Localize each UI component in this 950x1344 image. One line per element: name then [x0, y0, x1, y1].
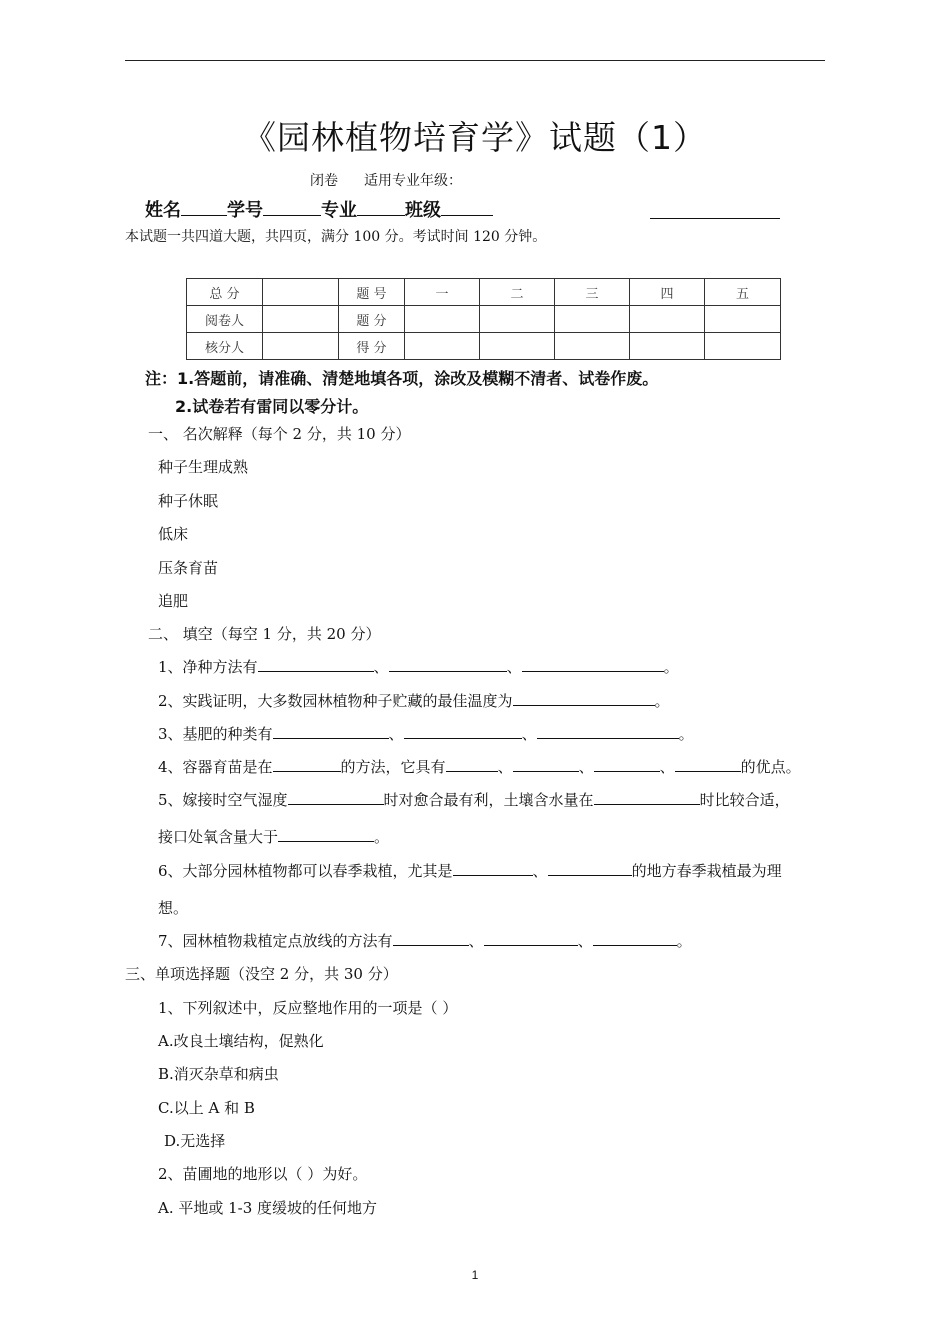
- separator: 。: [374, 828, 390, 846]
- question-text: 时对愈合最有利，土壤含水量在: [383, 791, 594, 809]
- major-blank[interactable]: [357, 199, 405, 216]
- separator: 。: [678, 725, 694, 743]
- cell-empty[interactable]: [405, 333, 480, 360]
- answer-blank[interactable]: [278, 827, 374, 842]
- cell-q5: 五: [705, 279, 781, 306]
- answer-blank[interactable]: [404, 724, 522, 739]
- cell-grader-label: 阅卷人: [187, 306, 263, 333]
- separator: 、: [468, 932, 484, 950]
- note-2: 2.试卷若有雷同以零分计。: [175, 397, 369, 416]
- term-item: 追肥: [158, 592, 189, 610]
- cell-obtained-score-label: 得 分: [339, 333, 405, 360]
- answer-blank[interactable]: [484, 931, 578, 946]
- question-text: 的优点。: [740, 758, 801, 776]
- header-rule: [125, 60, 825, 61]
- cell-q4: 四: [630, 279, 705, 306]
- separator: 、: [506, 658, 522, 676]
- cell-q1: 一: [405, 279, 480, 306]
- answer-blank[interactable]: [594, 757, 660, 772]
- cell-empty[interactable]: [480, 333, 555, 360]
- cell-q2: 二: [480, 279, 555, 306]
- cell-checker-label: 核分人: [187, 333, 263, 360]
- separator: 、: [521, 725, 537, 743]
- cell-empty[interactable]: [555, 306, 630, 333]
- question-text: 的地方春季栽植最为理: [631, 862, 782, 880]
- cell-question-no-label: 题 号: [339, 279, 405, 306]
- answer-blank[interactable]: [594, 790, 700, 805]
- term-item: 种子生理成熟: [158, 458, 249, 476]
- question-text: 3、基肥的种类有: [158, 725, 273, 743]
- choice-option[interactable]: A. 平地或 1-3 度缓坡的任何地方: [158, 1199, 378, 1217]
- closed-book-label: 闭卷: [310, 173, 338, 189]
- class-blank[interactable]: [441, 199, 493, 216]
- fill-question-5: [158, 789, 790, 810]
- answer-blank[interactable]: [548, 861, 632, 876]
- fill-question-3: [158, 723, 694, 744]
- question-text: 7、园林植物栽植定点放线的方法有: [158, 932, 393, 950]
- cell-total-value[interactable]: [263, 279, 339, 306]
- answer-blank[interactable]: [273, 757, 341, 772]
- separator: 、: [578, 758, 594, 776]
- answer-blank[interactable]: [288, 790, 384, 805]
- choice-option[interactable]: A.改良土壤结构，促熟化: [158, 1032, 324, 1050]
- separator: 、: [373, 658, 389, 676]
- class-label: 班级: [405, 200, 441, 221]
- separator: 。: [676, 932, 692, 950]
- answer-blank[interactable]: [537, 724, 679, 739]
- answer-blank[interactable]: [593, 931, 677, 946]
- fill-question-6: [158, 860, 782, 881]
- cell-empty[interactable]: [555, 333, 630, 360]
- question-text: 接口处氧含量大于: [158, 828, 279, 846]
- separator: 。: [663, 658, 679, 676]
- cell-empty[interactable]: [630, 333, 705, 360]
- question-text: 2、实践证明，大多数园林植物种子贮藏的最佳温度为: [158, 692, 513, 710]
- cell-empty[interactable]: [705, 306, 781, 333]
- answer-blank[interactable]: [446, 757, 498, 772]
- question-text: 4、容器育苗是在: [158, 758, 273, 776]
- major-grade-label: 适用专业年级：: [364, 173, 462, 189]
- student-id-label: 学号: [227, 200, 263, 221]
- separator: 、: [659, 758, 675, 776]
- choice-option[interactable]: B.消灭杂草和病虫: [158, 1065, 279, 1083]
- fill-question-2: [158, 690, 670, 711]
- cell-empty[interactable]: [405, 306, 480, 333]
- choice-option[interactable]: C.以上 A 和 B: [158, 1099, 255, 1117]
- choice-question-1: 1、下列叙述中，反应整地作用的一项是（ ）: [158, 999, 458, 1017]
- cell-question-score-label: 题 分: [339, 306, 405, 333]
- fill-question-5-cont: [158, 826, 389, 847]
- page-number: 1: [471, 1268, 479, 1282]
- term-item: 低床: [158, 525, 189, 543]
- exam-title: 《园林植物培育学》试题（1）: [243, 118, 707, 157]
- question-text: 1、净种方法有: [158, 658, 258, 676]
- answer-blank[interactable]: [258, 657, 374, 672]
- cell-grader-value[interactable]: [263, 306, 339, 333]
- question-text: 5、嫁接时空气湿度: [158, 791, 288, 809]
- cell-empty[interactable]: [480, 306, 555, 333]
- separator: 、: [388, 725, 404, 743]
- section2-heading: 二、 填空（每空 1 分，共 20 分）: [148, 625, 381, 643]
- term-item: 压条育苗: [158, 559, 219, 577]
- fill-question-4: [158, 756, 801, 777]
- score-row-3: [187, 333, 781, 360]
- answer-blank[interactable]: [389, 657, 507, 672]
- name-blank[interactable]: [181, 199, 227, 216]
- section1-heading: 一、 名次解释（每个 2 分，共 10 分）: [148, 425, 411, 443]
- major-label: 专业: [321, 200, 357, 221]
- student-info-line: [145, 196, 493, 222]
- cell-empty[interactable]: [705, 333, 781, 360]
- score-row-2: [187, 306, 781, 333]
- question-text: 时比较合适，: [699, 791, 790, 809]
- fill-question-7: [158, 930, 692, 951]
- answer-blank[interactable]: [522, 657, 664, 672]
- choice-option[interactable]: D.无选择: [164, 1132, 226, 1150]
- cell-q3: 三: [555, 279, 630, 306]
- separator: 、: [497, 758, 513, 776]
- fill-question-6-cont: 想。: [158, 899, 189, 917]
- extra-blank: [650, 218, 780, 219]
- answer-blank[interactable]: [513, 757, 579, 772]
- fill-question-1: [158, 656, 679, 677]
- score-table: [186, 278, 781, 360]
- name-label: 姓名: [145, 200, 181, 221]
- answer-blank[interactable]: [453, 861, 533, 876]
- answer-blank[interactable]: [273, 724, 389, 739]
- question-text: 的方法，它具有: [340, 758, 446, 776]
- score-row-1: [187, 279, 781, 306]
- question-text: 6、大部分园林植物都可以春季栽植，尤其是: [158, 862, 453, 880]
- cell-checker-value[interactable]: [263, 333, 339, 360]
- exam-intro: 本试题一共四道大题，共四页，满分 100 分。考试时间 120 分钟。: [125, 229, 547, 245]
- cell-total-label: 总 分: [187, 279, 263, 306]
- answer-blank[interactable]: [393, 931, 469, 946]
- section3-heading: 三、单项选择题（没空 2 分，共 30 分）: [125, 965, 398, 983]
- cell-empty[interactable]: [630, 306, 705, 333]
- student-id-blank[interactable]: [263, 199, 321, 216]
- choice-question-2: 2、苗圃地的地形以（ ）为好。: [158, 1165, 368, 1183]
- separator: 、: [532, 862, 548, 880]
- term-item: 种子休眠: [158, 492, 219, 510]
- separator: 。: [654, 692, 670, 710]
- note-1: 注：1.答题前，请准确、清楚地填各项，涂改及模糊不清者、试卷作废。: [145, 369, 659, 388]
- separator: 、: [577, 932, 593, 950]
- answer-blank[interactable]: [513, 691, 655, 706]
- answer-blank[interactable]: [675, 757, 741, 772]
